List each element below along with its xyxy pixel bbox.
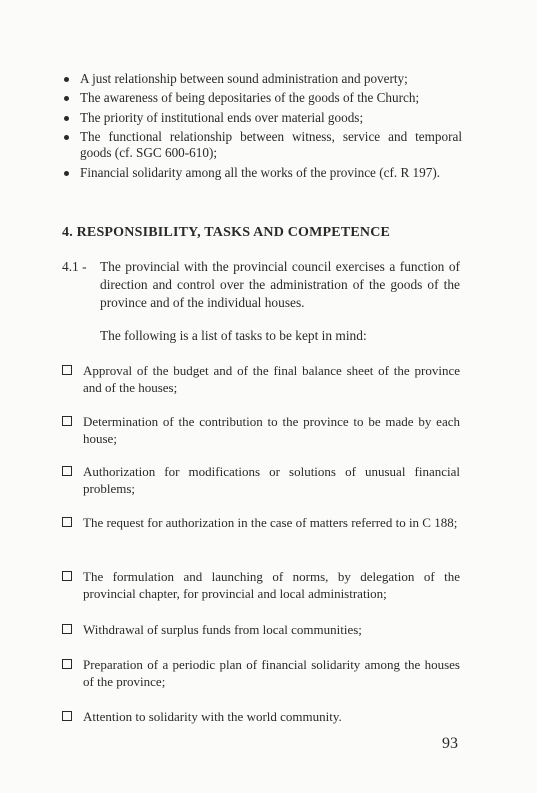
task-text: Withdrawal of surplus funds from local communities; xyxy=(83,622,362,637)
task-text: The request for authorization in the case of matters referred to in C 188; xyxy=(83,515,458,530)
bullet-item xyxy=(62,165,462,182)
bullet-text: The functional relationship between witness, service and temporal goods (cf. SGC 600-610); xyxy=(80,128,462,161)
task-list-intro: The following is a list of tasks to be kept in mind: xyxy=(100,328,367,343)
task-item xyxy=(62,413,460,447)
bullet-text: Financial solidarity among all the works of the province (cf. R 197). xyxy=(80,164,441,180)
task-item xyxy=(62,514,460,531)
bullet-dot-icon xyxy=(64,171,69,176)
bullet-dot-icon xyxy=(64,135,69,140)
checkbox-square-icon xyxy=(62,571,72,581)
bullet-item xyxy=(62,90,462,107)
bullet-item xyxy=(62,110,462,127)
task-text: Authorization for modifications or solutions of unusual financial problems; xyxy=(83,464,460,496)
paragraph-number: 4.1 - xyxy=(62,259,87,274)
task-item xyxy=(62,568,460,602)
task-text: Attention to solidarity with the world community. xyxy=(83,709,342,724)
bullet-text: A just relationship between sound administration and poverty; xyxy=(80,71,408,86)
bullet-dot-icon xyxy=(64,116,69,121)
bullet-text: The priority of institutional ends over material goods; xyxy=(80,109,364,125)
task-text: Approval of the budget and of the final balance sheet of the province and of the houses; xyxy=(83,363,460,395)
paragraph-text: The provincial with the provincial council exercises a function of direction and control over the administration of the goods of the province and of the individual houses. xyxy=(100,259,460,310)
checkbox-square-icon xyxy=(62,416,72,426)
task-text: Preparation of a periodic plan of financial solidarity among the houses of the province; xyxy=(83,657,460,689)
task-item xyxy=(62,656,460,690)
task-item xyxy=(62,463,460,497)
checkbox-square-icon xyxy=(62,624,72,634)
checkbox-square-icon xyxy=(62,659,72,669)
bullet-text: The awareness of being depositaries of the goods of the Church; xyxy=(80,90,420,106)
principles-bullet-list xyxy=(62,71,462,184)
page-number: 93 xyxy=(442,735,458,752)
checkbox-square-icon xyxy=(62,365,72,375)
checkbox-square-icon xyxy=(62,466,72,476)
bullet-item xyxy=(62,71,462,88)
task-text: The formulation and launching of norms, by delegation of the provincial chapter, for provincial and local administration; xyxy=(83,569,460,601)
task-item xyxy=(62,362,460,396)
task-item xyxy=(62,621,460,638)
task-text: Determination of the contribution to the province to be made by each house; xyxy=(83,414,460,446)
checkbox-square-icon xyxy=(62,711,72,721)
section-heading: 4. RESPONSIBILITY, TASKS AND COMPETENCE xyxy=(62,225,391,240)
task-item xyxy=(62,708,460,725)
checkbox-square-icon xyxy=(62,517,72,527)
bullet-dot-icon xyxy=(64,96,69,101)
bullet-item xyxy=(62,129,462,162)
bullet-dot-icon xyxy=(64,77,69,82)
